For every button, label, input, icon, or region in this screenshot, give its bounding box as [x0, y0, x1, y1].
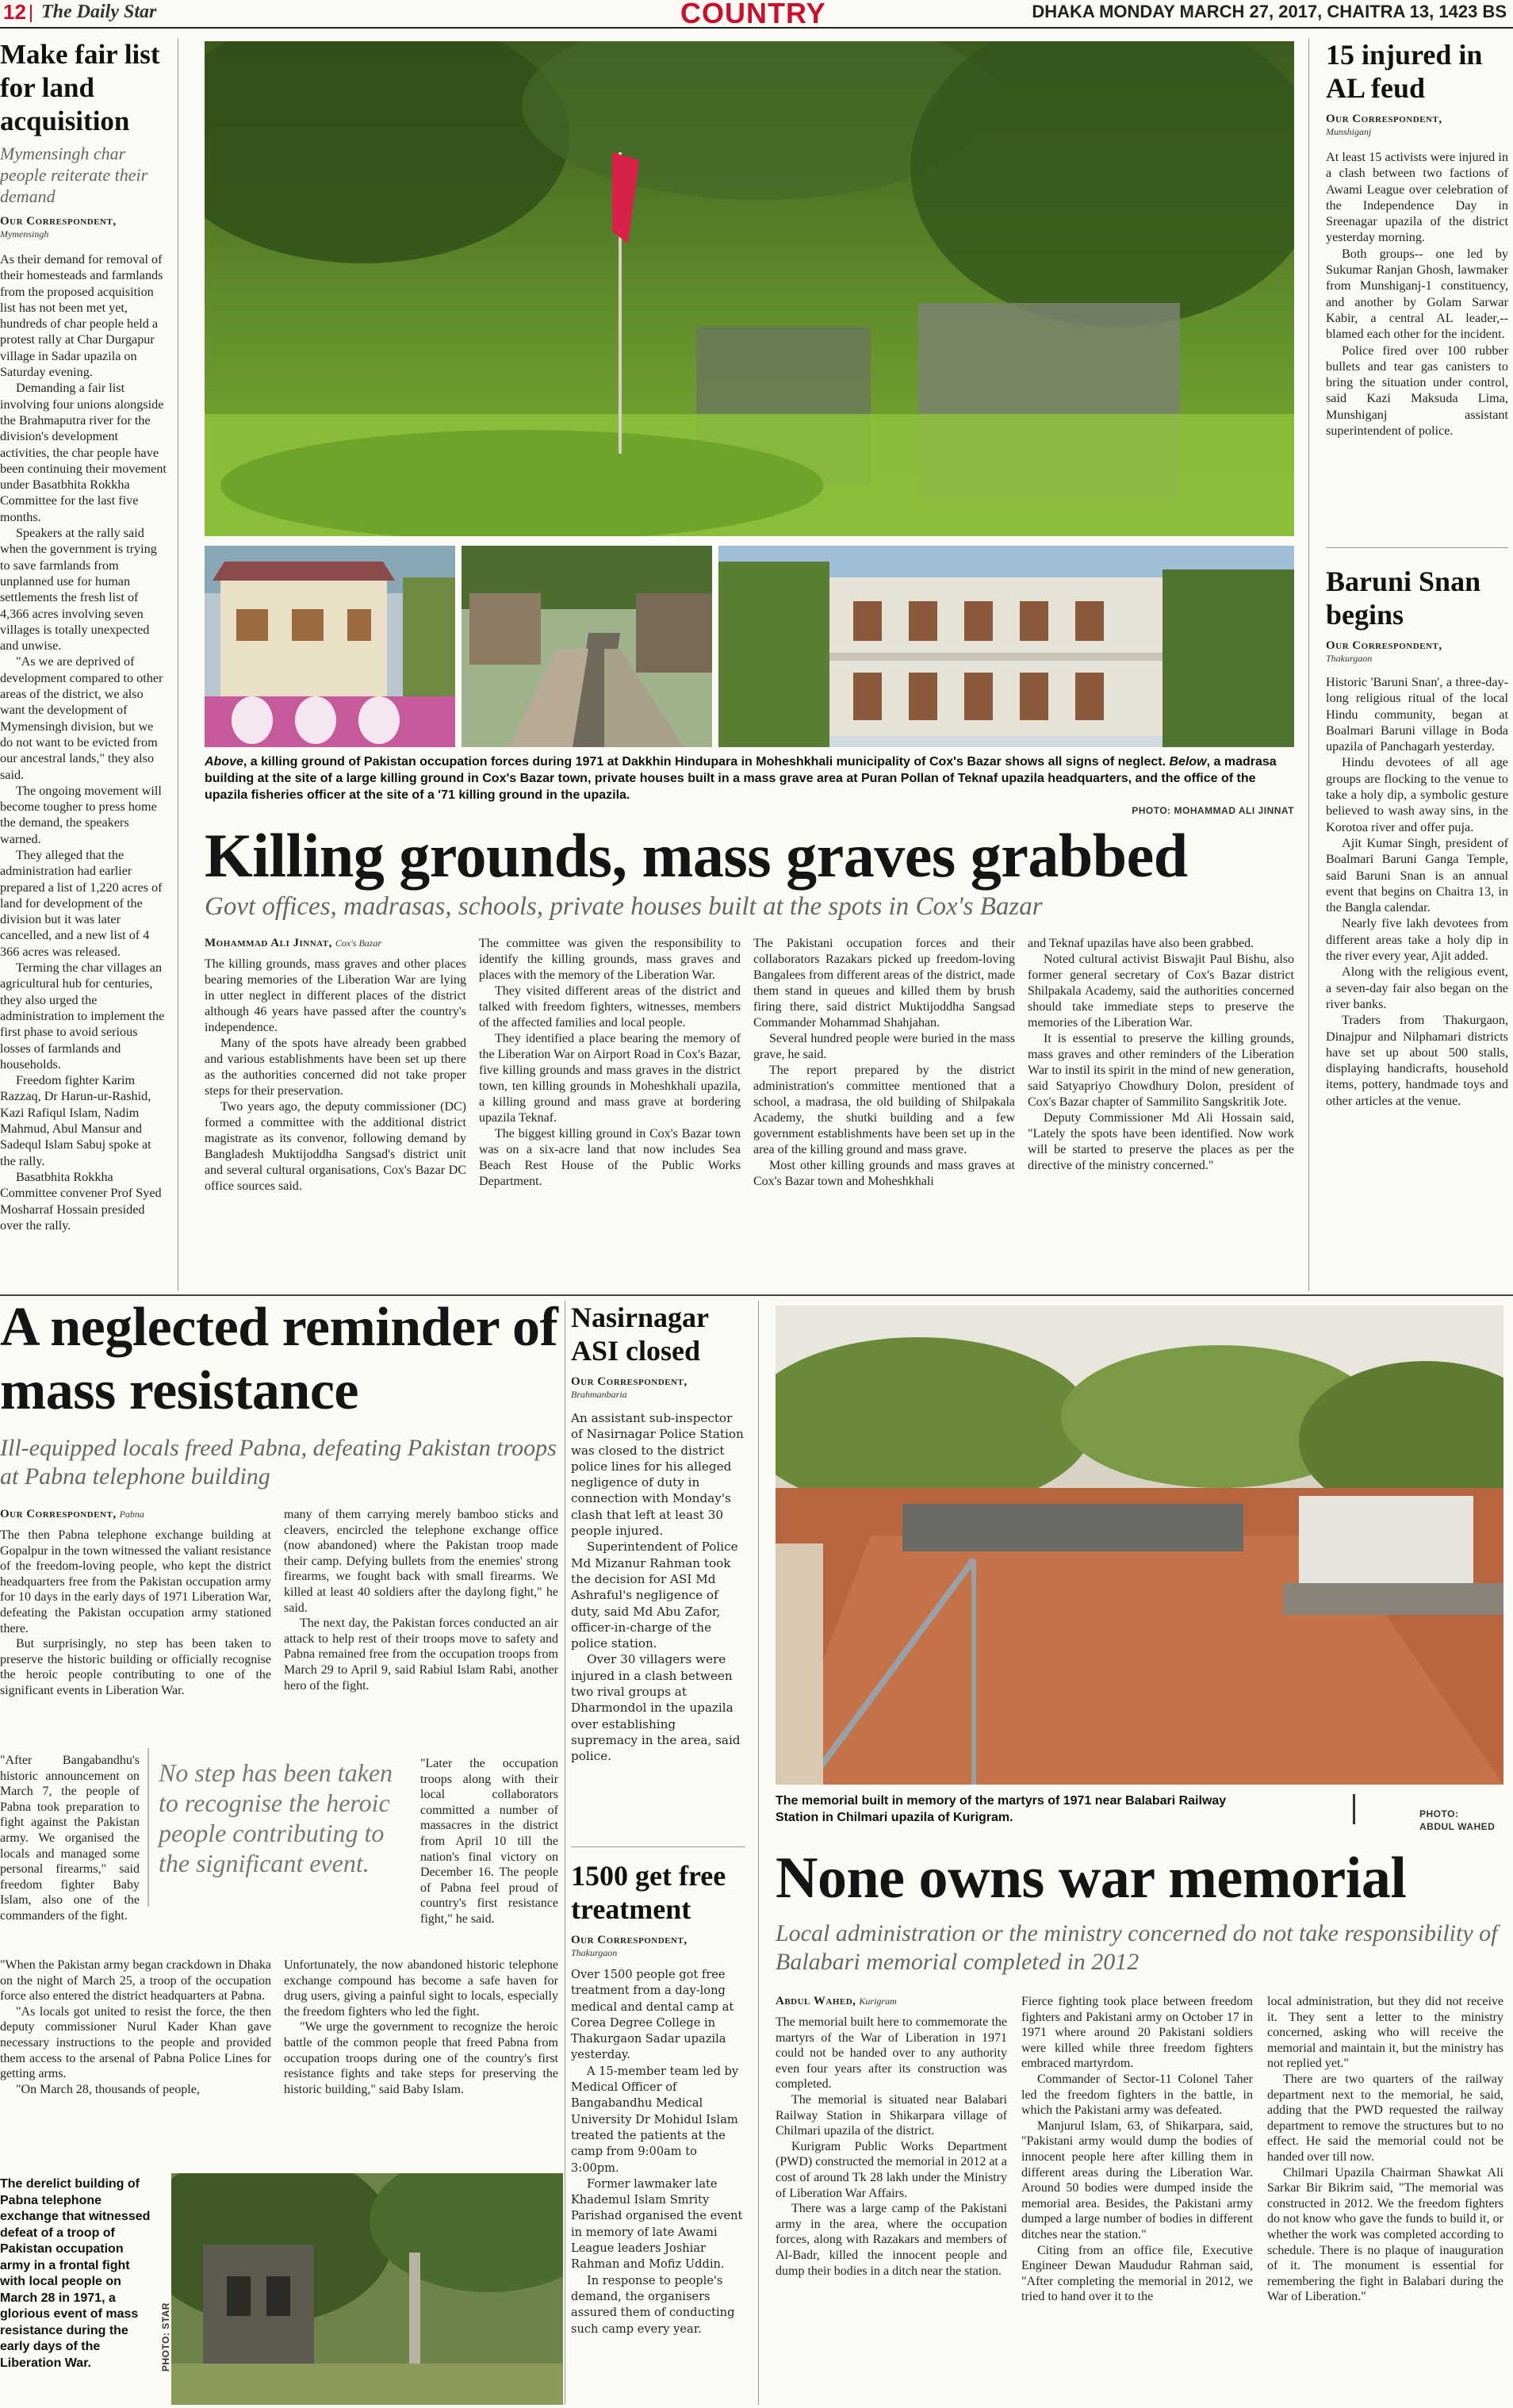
- memorial-col2-p4: Citing from an office file, Executive Engineer Dewan Maududur Rahman said, "After completing the memorial in 2012, we tried to hand over it to the: [1021, 2243, 1253, 2304]
- fisheries-office-image: [718, 546, 1294, 747]
- memorial-place: Kurigram: [859, 1996, 897, 2007]
- feud-p2: Both groups-- one led by Sukumar Ranjan Ghosh, lawmaker from Munshiganj-1 constituency, and another by Golam Sarwar Kabir, a central AL leader,-- blamed each other for the incident.: [1326, 246, 1508, 342]
- baruni-place: Thakurgaon: [1326, 653, 1373, 664]
- memorial-col1-p4: There was a large camp of the Pakistani army in the area, where the occupation forces, along with Razakars and members of Al-Badr, killed the innocent people and dump their bodies in a ditch near the station.: [776, 2202, 1007, 2278]
- baruni-p6: Traders from Thakurgaon, Dinajpur and Nilphamari districts have set up about 500 stalls, displaying handicrafts, household items, pottery, handmade toys and other articles at the venue.: [1326, 1013, 1508, 1108]
- killing-headline: Killing grounds, mass graves grabbed: [205, 821, 1188, 890]
- pabna-caption: The derelict building of Pabna telephone exchange that witnessed defeat of a troop of Pakistan occupation army in a frontal fight with local people on March 28 in 1971, a glorious event of mass resistance during the early days of the Liberation War.: [0, 2177, 151, 2370]
- photo-houses: [462, 546, 712, 747]
- baruni-body: [1326, 674, 1508, 1109]
- pabna-byline: Our Correspondent,: [0, 1508, 117, 1520]
- land-byline: Our Correspondent,: [0, 215, 117, 228]
- treatment-byline-block: [571, 1934, 745, 1959]
- article-feud: [1326, 38, 1508, 439]
- treatment-body: [571, 1967, 745, 2337]
- killing-col1: [205, 957, 466, 1194]
- pabna-headline: A neglected reminder of mass resistance: [0, 1297, 558, 1421]
- feud-body: [1326, 149, 1508, 439]
- dateline: DHAKA MONDAY MARCH 27, 2017, CHAITRA 13, 1423 BS: [1032, 2, 1507, 21]
- pabna-col1b-p1: "After Bangabandhu's historic announcement on March 7, the people of Pabna took preparation to fight against the Pakistan army. We organised the locals and managed some personal firearms," said freedom fighter Baby Islam, also one of the commanders of the fight.: [0, 1754, 140, 1923]
- pabna-col2-narrow: [420, 1756, 558, 1927]
- column-rule: [758, 1301, 759, 2405]
- feud-byline: Our Correspondent,: [1326, 113, 1442, 125]
- land-headline: Make fair list for land acquisition: [0, 39, 160, 136]
- pabna-col2-p4: Unfortunately, the now abandoned historic telephone exchange compound has become a safe haven for drug users, giving a painful sight to locals, especially the freedom fighters who led the fight.: [284, 1958, 558, 2019]
- memorial-deck: Local administration or the ministry concerned do not take responsibility of Balabari memorial completed in 2012: [776, 1920, 1498, 1975]
- memorial-credit-line1: PHOTO:: [1419, 1808, 1459, 1819]
- feud-place: Munshiganj: [1326, 126, 1372, 137]
- killing-col3: [753, 936, 1015, 1190]
- masthead-divider: [30, 5, 32, 22]
- land-p7: Terming the char villages an agricultural hub for centuries, they also urged the administration to implement the first phase to avoid serious losses of farmlands and households.: [0, 961, 165, 1072]
- pabna-col1-wide: [0, 1957, 271, 2097]
- paper-name: The Daily Star: [41, 2, 157, 22]
- land-place: Mymensingh: [0, 228, 49, 240]
- asi-byline: Our Correspondent,: [571, 1375, 688, 1388]
- land-p5: The ongoing movement will become tougher to press home the demand, the speakers warned.: [0, 783, 162, 846]
- killing-caption-text: , a killing ground of Pakistan occupation forces during 1971 at Dakkhin Hindupara in Moheshkhali municipality of Cox's Bazar shows all signs of neglect.: [243, 755, 1170, 769]
- pabna-pullquote: No step has been taken to recognise the heroic people contributing to the significant event.: [159, 1758, 393, 1877]
- asi-byline-block: [571, 1375, 745, 1401]
- pabna-col2-bottom: [284, 1957, 558, 2097]
- killing-col4-p3: It is essential to preserve the killing grounds, mass graves and other reminders of the Liberation War to instil its spirit in the mind of new generation, said Satyapriyo Chowdhury Dolon, president of Cox's Bazar chapter of Sammilito Sangskritik Jote.: [1028, 1032, 1294, 1109]
- killing-caption: [205, 753, 1294, 803]
- killing-col3-p3: The report prepared by the district administration's committee mentioned that a school, a madrasa, the old building of Shilpakala Academy, the shutki building and a few government establishments have been set up in the area of the killing ground and mass grave.: [753, 1064, 1015, 1156]
- asi-headline: Nasirnagar ASI closed: [571, 1302, 709, 1367]
- killing-photo-credit: PHOTO: MOHAMMAD ALI JINNAT: [1132, 805, 1294, 816]
- photo-killing-ground: [205, 41, 1294, 536]
- killing-col2-p4: The biggest killing ground in Cox's Bazar town was on a six-acre land that now includes Sea Beach Rest House of the Public Works Department.: [479, 1127, 741, 1188]
- memorial-credit-line2: ABDUL WAHED: [1419, 1821, 1496, 1832]
- memorial-image: [776, 1306, 1503, 1785]
- killing-byline-block: [205, 936, 466, 950]
- credit-rule: [1353, 1794, 1355, 1824]
- page-number: 12: [3, 0, 26, 24]
- land-p9: Basatbhita Rokkha Committee convener Prof Syed Mosharraf Hossain presided over the rally.: [0, 1169, 162, 1233]
- killing-col2: [479, 936, 741, 1190]
- treatment-p2: A 15-member team led by Medical Officer of Bangabandhu Medical University Dr Mohidul Islam treated the patients at the camp from 9:00am to 3:00pm.: [571, 2064, 739, 2175]
- madrasa-image: [205, 546, 455, 747]
- pabna-byline-block: [0, 1507, 270, 1521]
- pabna-col1b-p2: "When the Pakistan army began crackdown in Dhaka on the night of March 25, a troop of the occupation force also entered the district headquarters at Pabna.: [0, 1958, 271, 2003]
- memorial-col2-p1: Fierce fighting took place between freedom fighters and Pakistani army on October 17 in 1971 where around 20 Pakistani soldiers were killed while three freedom fighters embraced martyrdom.: [1021, 1995, 1253, 2071]
- pabna-building-image: [171, 2173, 563, 2405]
- pabna-col1: [0, 1528, 271, 1699]
- photo-madrasa: [205, 546, 455, 747]
- section-divider: [571, 1846, 745, 1847]
- memorial-col3: [1267, 1994, 1503, 2305]
- baruni-p2: Hindu devotees of all age groups are flocking to the venue to take a holy dip, a symbolic gesture believed to wash away sins, in the Korotoa river and offer puja.: [1326, 755, 1508, 834]
- asi-p1: An assistant sub-inspector of Nasirnagar Police Station was closed to the district police lines for his alleged negligence of duty in connection with Monday's clash that left at least 30 people injured.: [571, 1411, 744, 1539]
- feud-p1: At least 15 activists were injured in a clash between two factions of Awami League over celebration of the Independence Day in Sreenagar upazila of the district yesterday morning.: [1326, 150, 1508, 245]
- column-rule: [1308, 38, 1309, 1291]
- killing-deck: Govt offices, madrasas, schools, private houses built at the spots in Cox's Bazar: [205, 892, 1043, 921]
- killing-col3-p2: Several hundred people were buried in the mass grave, he said.: [753, 1032, 1015, 1061]
- baruni-headline: Baruni Snan begins: [1326, 566, 1481, 631]
- asi-p2: Superintendent of Police Md Mizanur Rahman took the decision for ASI Md Ashraful's negligence of duty, said Md Abu Zafor, officer-in-charge of the police station.: [571, 1540, 738, 1651]
- killing-ground-image: [205, 41, 1294, 536]
- killing-col3-p1: The Pakistani occupation forces and their collaborators Razakars picked up freedom-loving Bangalees from different areas of the district, made them stand in queues and killed them by brush firing there, said district Muktijoddha Sangsad Commander Mohammad Shahjahan.: [753, 937, 1015, 1030]
- memorial-col3-p2: There are two quarters of the railway department next to the memorial, he said, adding that the PWD requested the railway department to remove the structures but to no effect. He said the memorial could not be handed over till now.: [1267, 2072, 1503, 2164]
- killing-caption-below: Below: [1169, 755, 1207, 769]
- baruni-byline-block: [1326, 639, 1508, 665]
- pabna-col2-p2: The next day, the Pakistan forces conducted an air attack to help rest of their troops move to safety and Pabna remained free from the occupation troops from March 29 to April 9, said Rabiul Islam Rabi, another hero of the fight.: [284, 1616, 558, 1693]
- killing-caption-rest: , a madrasa building at the site of a large killing ground in Cox's Bazar town, private houses built in a mass grave area at Puran Pollan of Teknaf upazila headquarters, and the office of the upazila fisheries officer at the site of a '71 killing ground in the upazila.: [205, 755, 1277, 802]
- memorial-headline: None owns war memorial: [776, 1846, 1407, 1911]
- memorial-col1-p3: Kurigram Public Works Department (PWD) constructed the memorial in 2012 at a cost of around Tk 28 lakh under the Ministry of Liberation War Affairs.: [776, 2139, 1007, 2200]
- baruni-byline: Our Correspondent,: [1326, 639, 1442, 652]
- photo-fisheries-office: [718, 546, 1294, 747]
- killing-place: Cox's Bazar: [335, 938, 382, 949]
- masthead: [0, 0, 1513, 29]
- killing-col2-p2: They visited different areas of the district and talked with freedom fighters, witnesses, members of the affected families and local people.: [479, 984, 741, 1030]
- asi-place: Brahmanbaria: [571, 1389, 627, 1400]
- pabna-col2-p3: "Later the occupation troops along with their local collaborators committed a number of massacres in the district from April 10 till the nation's final victory on December 16. The people of Pabna feel proud of country's first resistance fight," he said.: [420, 1757, 558, 1926]
- baruni-p3: Ajit Kumar Singh, president of Boalmari Baruni Ganga Temple, said Baruni Snan is an annual event that begins on Chaitra 13, in the Bangla calendar.: [1326, 835, 1508, 915]
- land-p4: "As we are deprived of development compared to other areas of the district, we also want the development of Mymensingh division, but we do not want to be evicted from our ancestral lands," they also said.: [0, 654, 163, 782]
- pabna-col2-p5: "We urge the government to recognize the heroic battle of the common people that freed Pabna from occupation troops during one of the country's first resistance fights and take steps for preserving the historic building," said Baby Islam.: [284, 2020, 558, 2096]
- killing-col3-p4: Most other killing grounds and mass graves at Cox's Bazar town and Moheshkhali: [753, 1159, 1015, 1188]
- killing-col1-p3: Two years ago, the deputy commissioner (DC) formed a committee with the additional district magistrate as its convenor, following demand by Bangladesh Muktijoddha Sangsad's district unit and several cultural organisations, Cox's Bazar DC office sources said.: [205, 1100, 466, 1193]
- treatment-p4: In response to people's demand, the organisers assured them of conducting such camp every year.: [571, 2273, 735, 2336]
- memorial-col1: [776, 2015, 1007, 2279]
- land-p2: Demanding a fair list involving four unions alongside the Brahmaputra river for the division's development activities, the char people have been continuing their movement under Basatbhita Rokkha Committee for the last five months.: [0, 381, 167, 524]
- article-asi: [571, 1301, 745, 1765]
- memorial-col2: [1021, 1994, 1253, 2305]
- feud-p3: Police fired over 100 rubber bullets and tear gas canisters to bring the situation under control, said Kazi Maksuda Lima, Munshiganj assistant superintendent of police.: [1326, 343, 1508, 439]
- memorial-col3-p1: local administration, but they did not receive it. They sent a letter to the ministry concerned, asking who will receive the memorial and maintain it, but the ministry has not replied yet.": [1267, 1995, 1503, 2071]
- land-byline-block: [0, 215, 168, 240]
- land-p3: Speakers at the rally said when the government is trying to save farmlands from unplanned use for human settlements the fresh list of 4,366 acres involving seven villages is totally unexpected and unwise.: [0, 526, 157, 654]
- memorial-byline: Abdul Wahed,: [776, 1995, 856, 2007]
- pabna-col1-narrow: [0, 1753, 140, 1924]
- land-deck: Mymensingh char people reiterate their demand: [0, 144, 148, 206]
- killing-byline: Mohammad Ali Jinnat,: [205, 937, 332, 949]
- treatment-place: Thakurgaon: [571, 1947, 618, 1958]
- land-p1: As their demand for removal of their homesteads and farmlands from the proposed acquisition list has not been met yet, hundreds of char people held a protest rally at Char Durgapur village in Sadar upazila on Saturday evening.: [0, 252, 163, 380]
- pabna-col1b-p4: "On March 28, thousands of people,: [16, 2082, 200, 2096]
- land-body: [0, 251, 168, 1233]
- memorial-col2-p3: Manjurul Islam, 63, of Shikarpara, said, "Pakistani army would dump the bodies of innocent people here after killing them in different areas during the Liberation War. Around 50 bodies were dumped inside the memorial area. Besides, the Pakistani army dumped a large number of bodies in different ditches near the station.": [1021, 2119, 1253, 2241]
- houses-image: [462, 546, 712, 747]
- pabna-col1b-p3: "As locals got united to resist the force, the then deputy commissioner Nurul Kader Khan gave necessary instructions to the people and provided them access to the arsenal of Pabna Police Lines for getting arms.: [0, 2004, 271, 2081]
- killing-col1-p1: The killing grounds, mass graves and other places bearing memories of the Liberation War are lying in utter neglect in different places of the district although 46 years have passed after the country's independence.: [205, 957, 466, 1034]
- land-p8: Freedom fighter Karim Razzaq, Dr Harun-ur-Rashid, Kazi Rafiqul Islam, Nadim Mahmud, Abul Mansur and Sadequl Islam Sabuj spoke at the rally.: [0, 1073, 151, 1168]
- killing-col1-p2: Many of the spots have already been grabbed and various establishments have been set up there as the authorities concerned did not take proper steps for their preservation.: [205, 1037, 466, 1098]
- memorial-col1-p1: The memorial built here to commemorate the martyrs of the War of Liberation in 1971 could not be handed over to any authority even four years after its construction was completed.: [776, 2015, 1007, 2092]
- killing-caption-lead: Above: [205, 755, 243, 769]
- land-p6: They alleged that the administration had earlier prepared a list of 1,220 acres of land for development of the division but it was later cancelled, and a new list of 4 366 acres was released.: [0, 847, 163, 959]
- pabna-photo-credit: PHOTO: STAR: [160, 2302, 171, 2372]
- killing-col2-p1: The committee was given the responsibility to identify the killing grounds, mass graves and places with the memory of the Liberation War.: [479, 937, 741, 982]
- section-title: COUNTRY: [680, 0, 826, 29]
- treatment-p3: Former lawmaker late Khademul Islam Smrity Parishad organised the event in memory of late Awami League leaders Joshiar Rahman and Mofiz Uddin.: [571, 2176, 743, 2272]
- killing-col4: [1028, 936, 1294, 1174]
- treatment-p1: Over 1500 people got free treatment from a day-long medical and dental camp at Corea Degree College in Thakurgaon Sadar upazila yesterday.: [571, 1968, 734, 2062]
- memorial-col2-p2: Commander of Sector-11 Colonel Taher led the freedom fighters in the battle, in which the Pakistani army was defeated.: [1021, 2072, 1253, 2118]
- photo-pabna-building: [171, 2173, 563, 2405]
- pabna-col1-p2: But surprisingly, no step has been taken to preserve the historic building or officially recognise the heroic people contributing to one of the significant events in Liberation War.: [0, 1637, 271, 1697]
- baruni-p4: Nearly five lakh devotees from different areas take a holy dip in the river every year, Ajit added.: [1326, 916, 1508, 964]
- memorial-caption: The memorial built in memory of the martyrs of 1971 near Balabari Railway Station in Chilmari upazila of Kurigram.: [776, 1794, 1227, 1824]
- feud-headline: 15 injured in AL feud: [1326, 39, 1483, 104]
- baruni-p1: Historic 'Baruni Snan', a three-day-long religious ritual of the local Hindu community, began at Boalmari Baruni village in Boda upazila of Panchagarh yesterday.: [1326, 675, 1508, 754]
- asi-body: [571, 1410, 745, 1765]
- asi-p3: Over 30 villagers were injured in a clash between two rival groups at Dharmondol in the upazila over establishing supremacy in the area, said police.: [571, 1652, 741, 1764]
- article-land: [0, 38, 168, 1233]
- photo-balabari-memorial: [776, 1306, 1503, 1785]
- pullquote-rule: [147, 1748, 149, 1907]
- pabna-col2-top: [284, 1507, 558, 1693]
- killing-col2-p3: They identified a place bearing the memory of the Liberation War on Airport Road in Cox's Bazar, five killing grounds and mass graves in the district town, ten killing grounds in Moheshkhali upazila, a killing ground and mass grave at bordering upazila Teknaf.: [479, 1032, 741, 1125]
- pabna-col2-p1: many of them carrying merely bamboo sticks and cleavers, encircled the telephone exchange office (now abandoned) where the Pakistan troop made their camp. Defying bullets from the enemies' strong firearms, we fought back with small firearms. We killed at least 40 soldiers after the daylong fight," he said.: [284, 1508, 558, 1615]
- memorial-byline-block: [776, 1994, 1005, 2008]
- article-treatment: [571, 1859, 745, 2337]
- section-divider: [1326, 547, 1508, 548]
- treatment-byline: Our Correspondent,: [571, 1934, 688, 1946]
- treatment-headline: 1500 get free treatment: [571, 1860, 726, 1925]
- pabna-col1-p1: The then Pabna telephone exchange building at Gopalpur in the town witnessed the valiant resistance of the freedom-loving people, who kept the district headquarters free from the Pakistan occupation army for 10 days in the early days of 1971 Liberation War, defeating the Pakistan occupation army stationed there.: [0, 1528, 271, 1635]
- pabna-place: Pabna: [119, 1509, 144, 1520]
- baruni-p5: Along with the religious event, a seven-day fair also began on the river banks.: [1326, 964, 1508, 1011]
- memorial-col1-p2: The memorial is situated near Balabari Railway Station in Shikarpara village of Chilmari upazila of the district.: [776, 2092, 1007, 2138]
- killing-col4-p2: Noted cultural activist Biswajit Paul Bishu, also former general secretary of Cox's Bazar district Shilpakala Academy, said the authorities concerned should take immediate steps to preserve the memories of the Liberation War.: [1028, 953, 1294, 1030]
- memorial-col3-p3: Chilmari Upazila Chairman Shawkat Ali Sarkar Bir Bikrim said, "The memorial was constructed in 2012. We the freedom fighters do not know who gave the funds to build it, or whether the work was completed according to schedule. There is no plaque of inauguration of it. The monument is essential for remembering the fight in Balabari during the War of Liberation.": [1267, 2165, 1503, 2304]
- pabna-deck: Ill-equipped locals freed Pabna, defeating Pakistan troops at Pabna telephone building: [0, 1435, 557, 1490]
- feud-byline-block: [1326, 113, 1508, 138]
- article-baruni: [1326, 565, 1508, 1109]
- killing-col4-p1: and Teknaf upazilas have also been grabbed.: [1028, 937, 1254, 950]
- killing-col4-p4: Deputy Commissioner Md Ali Hossain said, "Lately the spots have been identified. Now work will be started to preserve the places as per the directive of the ministry concerned.": [1028, 1111, 1294, 1172]
